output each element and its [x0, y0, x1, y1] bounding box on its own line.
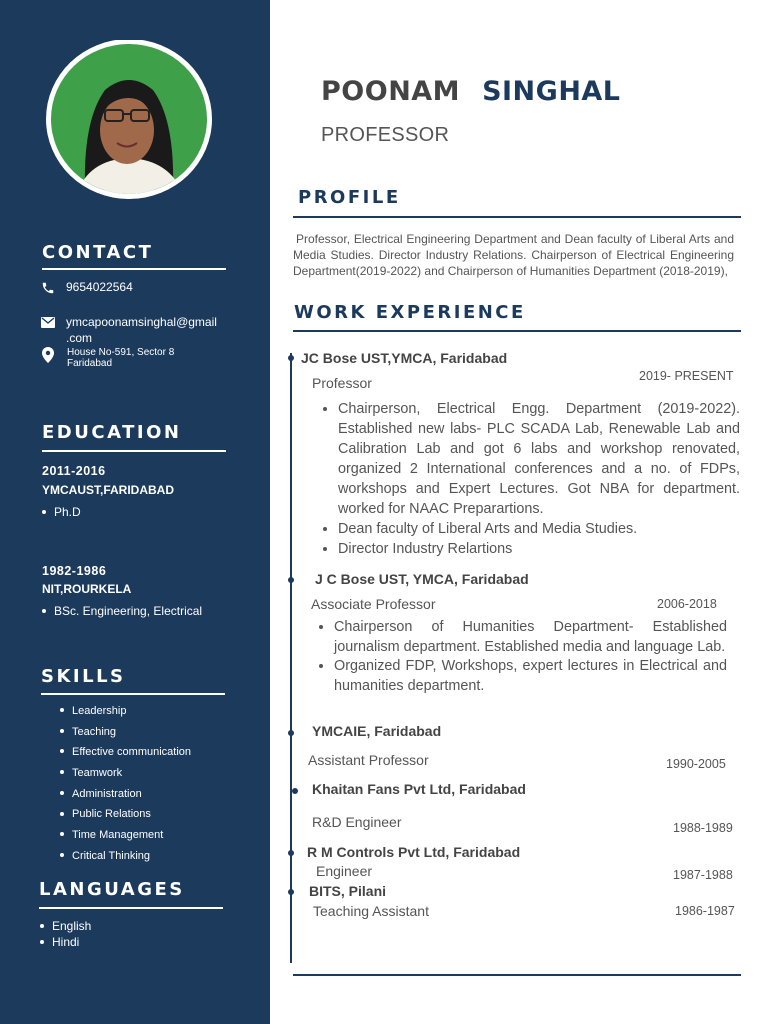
timeline-dot: [288, 577, 294, 583]
skill-label: Effective communication: [72, 746, 192, 759]
skill-label: Time Management: [72, 829, 164, 842]
name-heading: [321, 76, 621, 107]
skill-label: Administration: [72, 787, 142, 800]
email-line-2: .com: [66, 331, 93, 345]
languages-list: [40, 918, 91, 950]
job-organization: J C Bose UST, YMCA, Faridabad: [315, 571, 529, 587]
skill-item: [60, 846, 191, 867]
skills-list: [60, 701, 191, 867]
job-organization: R M Controls Pvt Ltd, Faridabad: [307, 844, 521, 860]
job-dates: 1988-1989: [673, 821, 733, 835]
language-item: [40, 934, 91, 950]
languages-divider: [39, 907, 223, 909]
education-degree: [42, 604, 202, 618]
job-bullet: • Chairperson of Humanities Department- Established journalism department. Established media and language Lab.: [334, 618, 727, 657]
skill-item: [60, 701, 191, 722]
language-item: [40, 918, 91, 934]
education-degree-text: BSc. Engineering, Electrical: [54, 604, 203, 618]
job-organization: JC Bose UST,YMCA, Faridabad: [301, 350, 508, 366]
profile-photo: [45, 40, 213, 200]
job-role: Assistant Professor: [308, 752, 429, 768]
email-address: [66, 314, 217, 346]
skills-heading: SKILLS: [41, 666, 126, 687]
last-name: SINGHAL: [482, 76, 621, 107]
skill-label: Critical Thinking: [72, 849, 151, 862]
profile-text: Professor, Electrical Engineering Department and Dean faculty of Liberal Arts and Media Studies. Director Industry Relations. Chairperson of Electrical Engineering Department(2019-2022) and Chairperson of Humanities Department (2018-2019),: [293, 232, 734, 278]
first-name: POONAM: [321, 76, 461, 107]
location-pin-icon: [42, 347, 54, 368]
skill-item: [60, 763, 191, 784]
profile-divider: [293, 216, 741, 218]
phone-icon: [41, 281, 55, 300]
skill-label: Public Relations: [72, 808, 151, 821]
job-dates: 2006-2018: [657, 597, 717, 611]
work-experience-heading: WORK EXPERIENCE: [294, 302, 526, 323]
timeline-line: [290, 353, 292, 963]
education-degree: [42, 505, 81, 519]
profile-heading: PROFILE: [298, 187, 401, 208]
job-title-heading: PROFESSOR: [321, 124, 450, 146]
address-line-2: Faridabad: [67, 358, 113, 369]
job-bullets: [316, 399, 740, 559]
education-heading: EDUCATION: [42, 422, 182, 443]
address-line-1: House No-591, Sector 8: [67, 347, 175, 358]
job-organization: Khaitan Fans Pvt Ltd, Faridabad: [312, 781, 526, 797]
job-role: R&D Engineer: [312, 814, 402, 830]
job-role: Associate Professor: [311, 596, 436, 612]
timeline-dot: [288, 355, 294, 361]
job-role: Professor: [312, 375, 372, 391]
job-dates: 1986-1987: [675, 904, 735, 918]
contact-heading: CONTACT: [42, 242, 154, 263]
skill-item: [60, 825, 191, 846]
job-bullet: • Director Industry Relartions: [338, 539, 740, 559]
contact-divider: [42, 268, 226, 270]
job-organization: BITS, Pilani: [309, 883, 387, 899]
education-years: 1982-1986: [42, 564, 107, 578]
work-experience-divider: [293, 330, 741, 332]
timeline-dot: [292, 788, 298, 794]
skills-divider: [41, 693, 225, 695]
job-bullet: • Organized FDP, Workshops, expert lectures in Electrical and humanities department.: [334, 657, 727, 696]
education-school: YMCAUST,FARIDABAD: [42, 483, 174, 497]
language-label: English: [52, 919, 92, 933]
job-dates: 1987-1988: [673, 868, 733, 882]
address: [67, 347, 174, 369]
education-divider: [42, 450, 226, 452]
timeline-dot: [288, 889, 294, 895]
phone-number: 9654022564: [66, 280, 133, 294]
bottom-divider: [293, 974, 741, 976]
skill-label: Teamwork: [72, 767, 123, 780]
skill-item: [60, 784, 191, 805]
skill-label: Leadership: [72, 705, 127, 717]
skill-item: [60, 804, 191, 825]
job-role: Engineer: [316, 863, 373, 879]
education-years: 2011-2016: [42, 464, 106, 478]
education-school: NIT,ROURKELA: [42, 582, 132, 596]
email-line-1: ymcapoonamsinghal@gmail: [66, 315, 217, 329]
education-degree-text: Ph.D: [54, 505, 81, 519]
job-bullet: • Chairperson, Electrical Engg. Department (2019-2022). Established new labs- PLC SCADA Lab, Renewable Lab and Calibration Lab and got 6 labs and workshop renovated, organized 2 International conferences and a no. of FDPs, workshops and Expert Lectures. Got NBA for department. worked for NAAC Preparartions.: [338, 399, 740, 519]
skill-item: [60, 722, 191, 743]
skill-item: [60, 742, 191, 763]
job-role: Teaching Assistant: [313, 903, 429, 919]
job-organization: YMCAIE, Faridabad: [312, 723, 442, 739]
job-dates: 2019- PRESENT: [639, 369, 734, 383]
job-bullets: [312, 618, 727, 697]
email-icon: [41, 315, 55, 333]
language-label: Hindi: [52, 935, 80, 949]
job-bullet: • Dean faculty of Liberal Arts and Media Studies.: [338, 519, 740, 539]
timeline-dot: [288, 730, 294, 736]
timeline-dot: [288, 850, 294, 856]
skill-label: Teaching: [72, 725, 117, 738]
job-dates: 1990-2005: [666, 757, 726, 771]
languages-heading: LANGUAGES: [39, 879, 185, 900]
